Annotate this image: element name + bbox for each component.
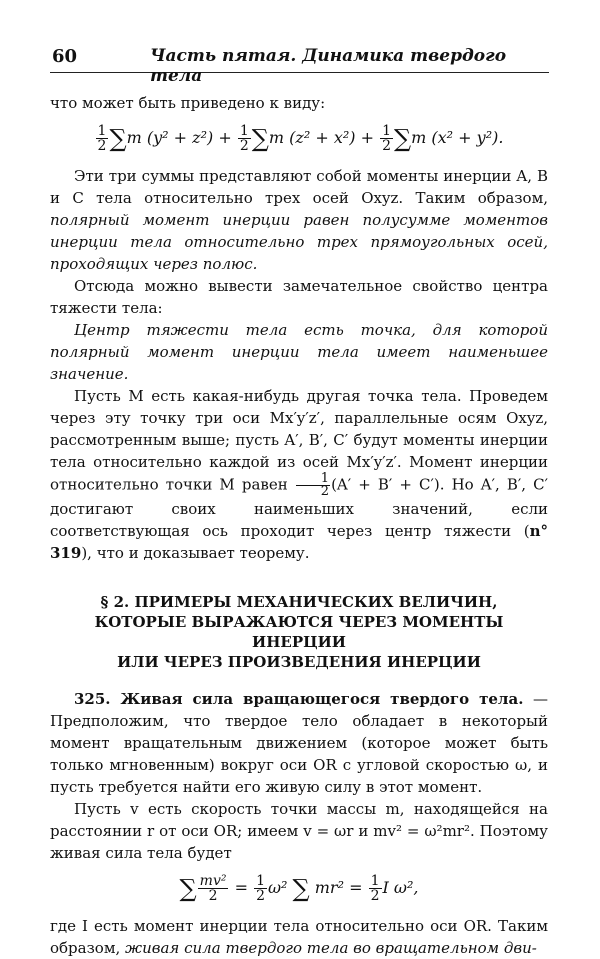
page-header (50, 40, 549, 86)
eq-term-2: m (z² + x²) (268, 128, 356, 147)
inertia-omega-term: I ω², (382, 878, 419, 897)
paragraph-conclusion (50, 915, 548, 959)
section-line-1: § 2. ПРИМЕРЫ МЕХАНИЧЕСКИХ ВЕЛИЧИН, (100, 593, 498, 611)
paragraph-velocity: Пусть v есть скорость точки массы m, находящейся на расстоянии r от оси OR; имеем v = ωr и mv² = ω²mr². Поэтому живая сила тела будет (50, 800, 548, 862)
paragraph-proof (50, 385, 548, 564)
three-sums-theorem: полярный момент инерции равен полусумме моментов инерции тела относительно трех прямоугольных осей, проходящих через полюс. (50, 211, 548, 273)
sum-symbol: ∑ (109, 124, 127, 153)
paragraph-three-sums (50, 165, 548, 275)
fraction-half: $\frac{1}{2}$ (382, 123, 392, 154)
mr2-term: mr² = (309, 878, 368, 897)
three-sums-text: Эти три суммы представляют собой моменты инерции A, B и C тела относительно трех осей Oxyz. Таким образом, (50, 167, 548, 207)
sum-symbol: ∑ (292, 874, 310, 903)
paragraph-property: Отсюда можно вывести замечательное свойство центра тяжести тела: (50, 277, 548, 317)
paragraph-325 (50, 688, 548, 798)
fraction-half: $\frac{1}{2}$ (239, 123, 249, 154)
fraction-half: $\frac{1}{2}$ (256, 873, 265, 904)
reference-319: n° 319 (50, 522, 548, 562)
sum-symbol: ∑ (394, 124, 412, 153)
sum-symbol: ∑ (251, 124, 269, 153)
paragraph-intro: что может быть приведено к виду: (50, 94, 326, 112)
equals-sign: = (234, 878, 248, 897)
article-325-text: — Предположим, что твердое тело обладает в некоторый момент вращательным движением (которое может быть только мгновенным) вокруг оси OR с угловой скоростью ω, и пусть требуется найти его живую силу в этот момент. (50, 690, 548, 796)
article-heading-325: 325. Живая сила вращающегося твердого тела. (74, 690, 524, 708)
fraction-mv2-over-2: $\frac{\text{mv²}}{2}$ (199, 873, 227, 904)
section-line-3: ИЛИ ЧЕРЕЗ ПРОИЗВЕДЕНИЯ ИНЕРЦИИ (117, 653, 481, 671)
paragraph-center-of-gravity-theorem: Центр тяжести тела есть точка, для которой полярный момент инерции тела имеет наименьшее значение. (50, 321, 548, 383)
eq-term-3: m (x² + y²). (411, 128, 504, 147)
page-number: 60 (52, 46, 78, 67)
fraction-half: $\frac{1}{2}$ (370, 873, 380, 904)
plus-sign: + (218, 128, 232, 147)
equation-polar-moment (50, 124, 548, 153)
proof-text-3: ), что и доказывает теорему. (81, 544, 310, 562)
fraction-half: $\frac{1}{2}$ (97, 123, 107, 154)
conclusion-italic: живая сила твердого тела во вращательном дви- (125, 939, 537, 957)
page-body (50, 92, 548, 959)
omega-squared: ω² (267, 878, 293, 897)
equation-kinetic-energy (50, 874, 548, 903)
running-title: Часть пятая. Динамика твердого тела (150, 46, 507, 86)
section-heading (50, 592, 548, 672)
inline-fraction-half: $\frac{1}{2}$ (296, 473, 330, 498)
proof-text-1: Пусть M есть какая-нибудь другая точка тела. Проведем через эту точку три оси Mx′y′z′, параллельные осям Oxyz, рассмотренным выше; пусть A′, B′, C′ будут моменты инерции тела относительно каждой из осей Mx′y′z′. Момент инерции относительно точки M равен (50, 387, 548, 494)
eq-term-1: m (y² + z²) (126, 128, 214, 147)
conclusion-text: где I есть момент инерции тела относительно оси OR. Таким образом, (50, 917, 548, 957)
section-line-2: КОТОРЫЕ ВЫРАЖАЮТСЯ ЧЕРЕЗ МОМЕНТЫ ИНЕРЦИИ (94, 613, 504, 651)
sum-symbol: ∑ (179, 874, 197, 903)
plus-sign: + (360, 128, 374, 147)
proof-text-2: (A′ + B′ + C′). Но A′, B′, C′ достигают своих наименьших значений, если соответствующая ось проходит через центр тяжести ( (50, 475, 548, 540)
